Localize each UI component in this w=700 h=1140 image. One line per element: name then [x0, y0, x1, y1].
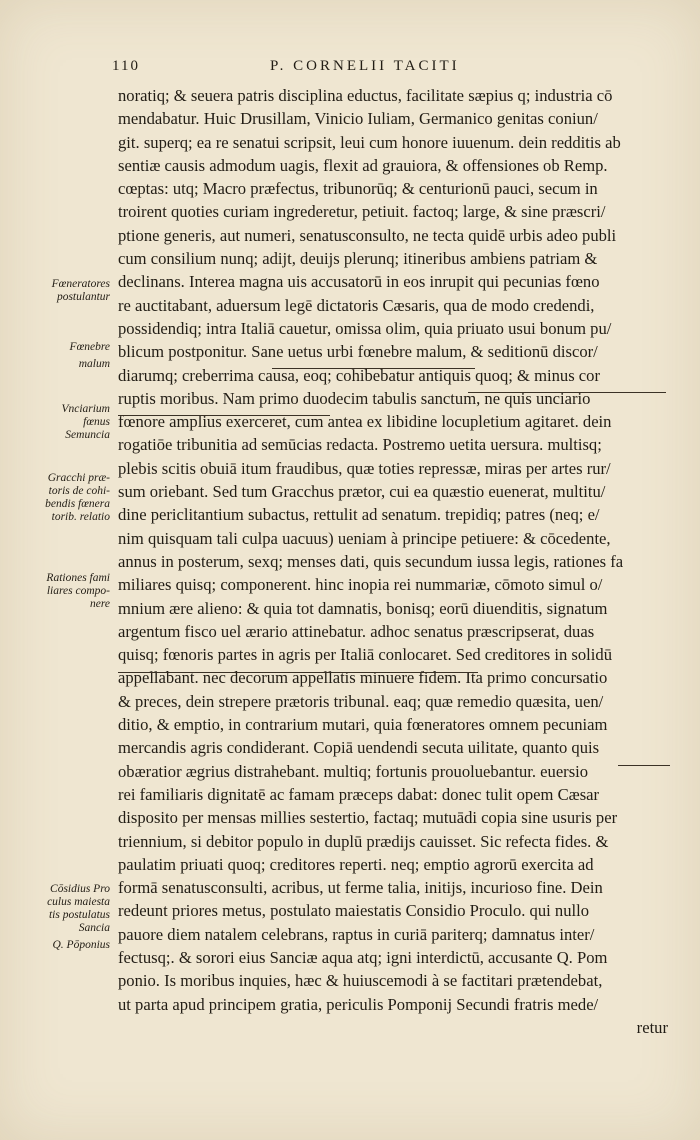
margin-note-line: Rationes fami: [46, 572, 110, 584]
margin-note-line: Sancia: [78, 922, 110, 934]
text-line: & preces, dein strepere prætoris tribunal. eaq; quæ remedio quæsita, uen/: [118, 691, 604, 711]
margin-note-unciarium: [61, 403, 110, 442]
text-line: declinans. Interea magna uis accusatorū in eos inrupit qui pecunias fœno: [118, 272, 600, 292]
margin-note-line: fœnus: [83, 416, 110, 428]
text-line: nim quisquam tali culpa uacuus) ueniam à principe petiuere: & cōcedente,: [118, 528, 611, 548]
text-line: disposito per mensas millies sestertio, factaq; mutuādi copia sine usuris per: [118, 808, 618, 828]
text-line: fœnore amplius exerceret, cum antea ex libidine locupletium agitaret. dein: [118, 412, 612, 432]
margin-note-line: malum: [78, 358, 110, 370]
margin-note-line: Vnciarium: [61, 403, 110, 415]
text-line: dine periclitantium subactus, rettulit ad senatum. trepidiq; patres (neq; e/: [118, 505, 600, 525]
margin-note-line: Fœneratores: [51, 278, 110, 290]
text-line: annus in posterum, sexq; menses dati, quis secundum iussa legis, rationes fa: [118, 551, 624, 571]
underline-mark: [468, 392, 666, 393]
text-line: troirent quoties curiam ingrederetur, petiuit. factoq; large, & sine præscri/: [118, 202, 606, 222]
text-line: blicum postponitur. Sane uetus urbi fœnebre malum, & seditionū discor/: [118, 342, 598, 362]
margin-note-considius: [47, 883, 110, 952]
margin-note-line: Gracchi præ-: [47, 472, 110, 484]
margin-note-rationes: [46, 572, 110, 611]
margin-note-line: Q. Pōponius: [52, 939, 110, 951]
running-head: P. CORNELII TACITI: [270, 58, 460, 74]
text-line: paulatim priuati quoq; creditores reperti. neq; emptio agrorū exercita ad: [118, 854, 594, 874]
text-line: noratiq; & seuera patris disciplina eductus, facilitate sæpius q; industria cō: [118, 86, 613, 105]
text-line: fectusq;. & sorori eius Sanciæ aqua atq; igni interdictū, accusante Q. Pom: [118, 947, 608, 967]
text-line: re auctitabant, aduersum legē dictatoris Cæsaris, qua de modo credendi,: [118, 295, 595, 315]
margin-note-line: Cōsidius Pro: [50, 883, 110, 895]
margin-notes: [0, 0, 118, 1140]
margin-note-foenebre: [70, 341, 110, 371]
text-line: rogatiōe tribunitia ad semūcias redacta. Postremo uetita uersura. multisq;: [118, 435, 602, 455]
text-line: mercandis agris condiderant. Copiā uendendi secuta uilitate, quanto quis: [118, 738, 600, 758]
text-line: triennium, si debitor populo in duplū prædijs cauisset. Sic refecta fides. &: [118, 831, 609, 851]
page-header: [112, 58, 582, 78]
text-line: cœptas: utq; Macro præfectus, tribunorūq; & centurionū pauci, secum in: [118, 179, 598, 199]
text-line: ponio. Is moribus inquies, hæc & huiuscemodi à se factitari prætendebat,: [118, 971, 603, 991]
text-line: cum consilium nunq; adijt, deuijs plerunq; itineribus ambiens patriam &: [118, 249, 598, 269]
text-line: redeunt priores metus, postulato maiestatis Considio Proculo. qui nullo: [118, 901, 590, 921]
margin-note-line: postulantur: [56, 291, 110, 303]
text-line: miliares quisq; componerent. hinc inopia rei nummariæ, cōmoto simul o/: [118, 575, 603, 595]
text-line: pauore diem natalem celebrans, raptus in curiā pariterq; damnatus inter/: [118, 924, 595, 944]
text-line: appellabant. nec decorum appellatis minuere fidem. Ita primo concursatio: [118, 668, 608, 688]
text-line: ut parta apud principem gratia, periculis Pomponij Secundi fratris mede/: [118, 994, 599, 1014]
text-line: quisq; fœnoris partes in agris per Italiā conlocaret. Sed creditores in solidū: [118, 645, 612, 665]
text-line: rei familiaris dignitatē ac famam præceps dabat: donec tulit opem Cæsar: [118, 784, 600, 804]
text-line: diarumq; creberrima causa, eoq; cohibebatur antiquis quoq; & minus cor: [118, 365, 600, 385]
main-text-block: [118, 84, 674, 1039]
text-line: mendabatur. Huic Drusillam, Vinicio Iuliam, Germanico genitas coniun/: [118, 109, 598, 129]
underline-mark: [118, 672, 478, 673]
text-line: argentum fisco uel ærario attinebatur. adhoc senatus præscripserat, duas: [118, 621, 595, 641]
page-number: 110: [112, 58, 140, 74]
underline-mark: [272, 368, 475, 369]
text-line: git. superq; ea re senatui scripsit, leui cum honore iuuenum. dein redditis ab: [118, 132, 621, 152]
margin-note-line: torib. relatio: [51, 511, 110, 523]
margin-note-line: Semuncia: [65, 429, 110, 441]
text-line: sum oriebant. Sed tum Gracchus prætor, cui ea quæstio euenerat, multitu/: [118, 482, 606, 502]
catchword: retur: [636, 1017, 668, 1037]
text-line: sentiæ causis admodum uagis, flexit ad grauiora, & offensiones ob Remp.: [118, 155, 608, 175]
text-line: ptione generis, aut numeri, senatusconsulto, ne tecta quidē urbis adeo publi: [118, 225, 617, 245]
margin-note-line: liares compo-: [46, 585, 110, 597]
text-line: plebis scitis obuiā itum fraudibus, quæ toties repressæ, miras per artes rur/: [118, 458, 611, 478]
margin-note-line: culus maiesta: [47, 896, 110, 908]
text-line: formā senatusconsulti, acribus, ut ferme talia, initijs, incurioso fine. Dein: [118, 878, 603, 898]
underline-mark: [118, 415, 330, 416]
text-line: obæratior ægrius distrahebant. multiq; fortunis prouoluebantur. euersio: [118, 761, 589, 781]
text-line: ruptis moribus. Nam primo duodecim tabulis sanctum, ne quis unciario: [118, 388, 591, 408]
text-line: ditio, & emptio, in contrarium mutari, quia fœneratores omnem pecuniam: [118, 715, 608, 735]
text-line: mnium ære alieno: & quia tot damnatis, bonisq; eorū diuenditis, signatum: [118, 598, 608, 618]
margin-note-line: tis postulatus: [48, 909, 110, 921]
text-line: possidendiq; intra Italiā cauetur, omissa olim, quia priuato usui bonum pu/: [118, 318, 612, 338]
margin-note-line: Fœnebre: [69, 341, 110, 353]
underline-mark: [618, 765, 670, 766]
margin-note-line: nere: [89, 598, 110, 610]
margin-note-foeneratores: [52, 278, 110, 304]
margin-note-line: toris de cohi-: [48, 485, 110, 497]
margin-note-line: bendis fœnera: [45, 498, 110, 510]
margin-note-gracchi: [45, 472, 110, 524]
